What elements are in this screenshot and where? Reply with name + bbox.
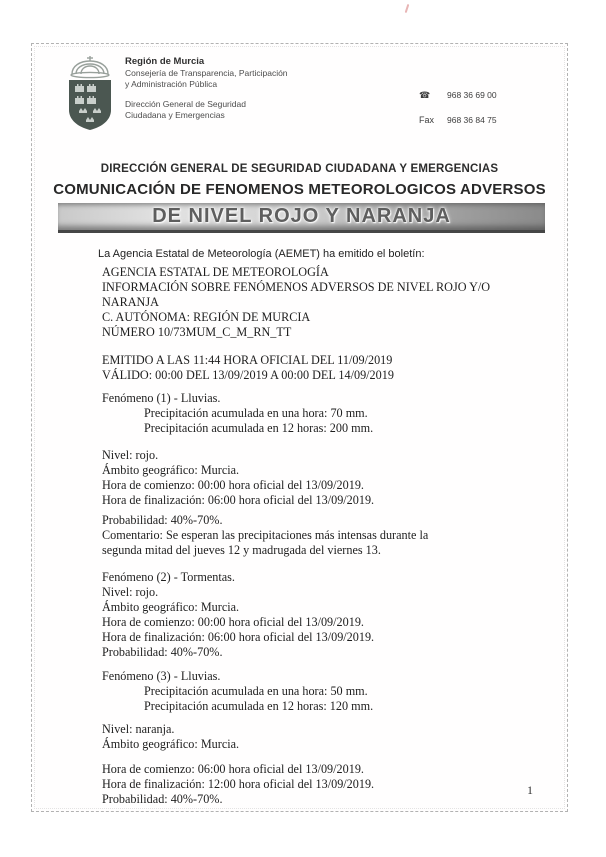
body-line: Ámbito geográfico: Murcia. (102, 600, 240, 614)
phenomenon-3-info-block (102, 722, 529, 752)
phenomenon-3-block (102, 669, 529, 714)
body-line: INFORMACIÓN SOBRE FENÓMENOS ADVERSOS DE NIVEL ROJO Y/O NARANJA (102, 280, 491, 309)
alert-level-banner (58, 203, 545, 233)
agency-block (102, 265, 529, 340)
body-line: Comentario: Se esperan las precipitaciones más intensas durante la (102, 528, 429, 542)
intro-line: La Agencia Estatal de Meteorología (AEMET) ha emitido el boletín: (98, 248, 425, 260)
direction-line-1: Dirección General de Seguridad (125, 99, 246, 109)
body-line: Hora de comienzo: 00:00 hora oficial del 13/09/2019. (102, 615, 364, 629)
body-line: C. AUTÓNOMA: REGIÓN DE MURCIA (102, 310, 311, 324)
murcia-coat-of-arms-icon (64, 54, 116, 137)
letterhead (32, 44, 567, 137)
body-line: EMITIDO A LAS 11:44 HORA OFICIAL DEL 11/09/2019 (102, 353, 393, 367)
document-page (31, 43, 568, 812)
phone-number: 968 36 69 00 (447, 90, 497, 100)
body-line: Precipitación acumulada en una hora: 50 mm. (144, 684, 368, 698)
body-line: AGENCIA ESTATAL DE METEOROLOGÍA (102, 265, 329, 279)
telephone-icon: ☎ (419, 90, 431, 100)
department-title: DIRECCIÓN GENERAL DE SEGURIDAD CIUDADANA Y EMERGENCIAS (100, 163, 499, 175)
bulletin-body (102, 265, 529, 807)
body-line: VÁLIDO: 00:00 DEL 13/09/2019 A 00:00 DEL 14/09/2019 (102, 368, 394, 382)
body-line: NÚMERO 10/73MUM_C_M_RN_TT (102, 325, 292, 339)
body-line: Hora de comienzo: 06:00 hora oficial del 13/09/2019. (102, 762, 364, 776)
body-line: Nivel: rojo. (102, 585, 159, 599)
body-line: Probabilidad: 40%-70%. (102, 513, 223, 527)
page-number: 1 (527, 783, 533, 797)
emission-block (102, 353, 529, 383)
body-line: Hora de finalización: 06:00 hora oficial del 13/09/2019. (102, 493, 375, 507)
body-line: Precipitación acumulada en una hora: 70 mm. (144, 406, 368, 420)
communication-title: COMUNICACIÓN DE FENOMENOS METEOROLOGICOS ADVERSOS (53, 181, 546, 198)
organization-name: Región de Murcia (125, 56, 205, 67)
body-line: Nivel: rojo. (102, 448, 159, 462)
body-line: Hora de finalización: 12:00 hora oficial del 13/09/2019. (102, 777, 375, 791)
body-line: Nivel: naranja. (102, 722, 175, 736)
phenomenon-1-probability-block (102, 513, 529, 558)
fax-number: 968 36 84 75 (447, 115, 497, 125)
body-line: Probabilidad: 40%-70%. (102, 792, 223, 806)
phenomenon-title: Fenómeno (2) - Tormentas. (102, 570, 235, 584)
body-line: segunda mitad del jueves 12 y madrugada del viernes 13. (102, 543, 381, 557)
fax-label: Fax (419, 115, 435, 125)
phenomenon-1-info-block (102, 448, 529, 508)
department-line-1: Consejería de Transparencia, Participación (125, 68, 288, 78)
alert-level-banner-text: DE NIVEL ROJO Y NARANJA (152, 205, 451, 227)
body-line: Probabilidad: 40%-70%. (102, 645, 223, 659)
body-line: Ámbito geográfico: Murcia. (102, 737, 240, 751)
body-line: Hora de comienzo: 00:00 hora oficial del 13/09/2019. (102, 478, 364, 492)
phenomenon-title: Fenómeno (3) - Lluvias. (102, 669, 221, 683)
red-pen-mark (405, 4, 410, 13)
contact-block (419, 90, 551, 137)
organization-block (125, 54, 419, 137)
body-line: Precipitación acumulada en 12 horas: 200 mm. (144, 421, 374, 435)
phenomenon-1-block (102, 391, 529, 436)
phenomenon-2-block (102, 570, 529, 660)
body-line: Hora de finalización: 06:00 hora oficial del 13/09/2019. (102, 630, 375, 644)
phenomenon-3-times-block (102, 762, 529, 807)
direction-line-2: Ciudadana y Emergencias (125, 109, 225, 120)
phenomenon-title: Fenómeno (1) - Lluvias. (102, 391, 221, 405)
body-line: Ámbito geográfico: Murcia. (102, 463, 240, 477)
department-line-2: y Administración Pública (125, 78, 218, 89)
body-line: Precipitación acumulada en 12 horas: 120 mm. (144, 699, 374, 713)
